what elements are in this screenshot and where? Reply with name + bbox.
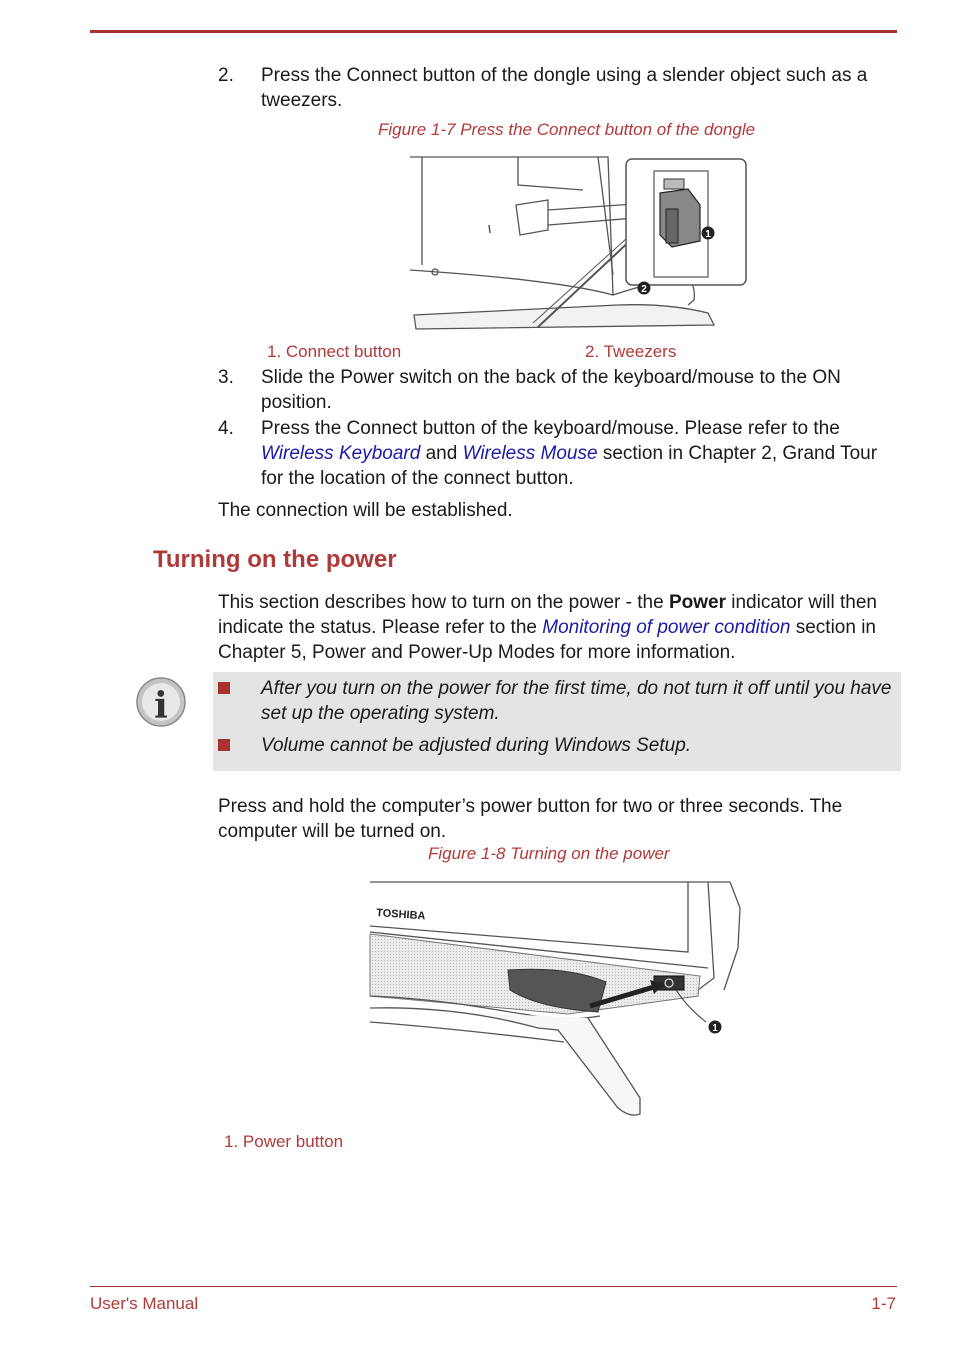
step-4-number: 4.: [218, 418, 234, 439]
info-icon: [135, 676, 187, 728]
svg-text:2: 2: [641, 284, 647, 295]
connection-text: The connection will be established.: [218, 500, 513, 521]
figure-7-label-tweezers: 2. Tweezers: [585, 342, 677, 361]
monitoring-power-condition-link[interactable]: Monitoring of power condition: [542, 617, 791, 638]
dongle-illustration: [408, 155, 753, 333]
note-bullet-2: [218, 739, 230, 751]
step-2-number: 2.: [218, 65, 234, 86]
header-rule: [90, 30, 897, 33]
wireless-keyboard-link[interactable]: Wireless Keyboard: [261, 443, 421, 464]
wireless-mouse-link[interactable]: Wireless Mouse: [462, 443, 598, 464]
step-2-text: Press the Connect button of the dongle using a slender object such as a tweezers.: [261, 65, 868, 111]
toshiba-brand: TOSHIBA: [375, 907, 426, 923]
note-item-2: Volume cannot be adjusted during Windows Setup.: [261, 735, 692, 756]
figure-8-caption: Figure 1-8 Turning on the power: [428, 844, 670, 863]
footer-left: User's Manual: [90, 1294, 199, 1313]
section-heading: Turning on the power: [153, 546, 397, 573]
footer-rule: [90, 1286, 897, 1287]
step-3-number: 3.: [218, 367, 234, 388]
step-4-text: Press the Connect button of the keyboard/mouse. Please refer to the Wireless Keyboard and Wireless Mouse section in Chapter 2, Grand Tour for the location of the connect button.: [261, 418, 878, 489]
page-number: 1-7: [871, 1294, 896, 1313]
figure-7-caption: Figure 1-7 Press the Connect button of the dongle: [378, 120, 756, 139]
figure-8-label-power-button: 1. Power button: [224, 1132, 344, 1151]
section-paragraph: This section describes how to turn on the power - the Power indicator will then indicate the status. Please refer to the Monitoring of power condition section in Chapter 5, Power and Power-Up Modes for more information.: [218, 592, 878, 663]
figure-7-label-connect-button: 1. Connect button: [267, 342, 402, 361]
note-item-1: After you turn on the power for the first time, do not turn it off until you have set up the operating system.: [261, 678, 892, 724]
step-3-text: Slide the Power switch on the back of the keyboard/mouse to the ON position.: [261, 367, 841, 413]
note-bullet-1: [218, 682, 230, 694]
svg-text:1: 1: [712, 1023, 718, 1034]
svg-text:1: 1: [705, 229, 711, 240]
press-power-text: Press and hold the computer’s power button for two or three seconds. The computer will be turned on.: [218, 796, 843, 842]
power-button-illustration: [368, 878, 748, 1120]
svg-text:i: i: [154, 685, 168, 727]
